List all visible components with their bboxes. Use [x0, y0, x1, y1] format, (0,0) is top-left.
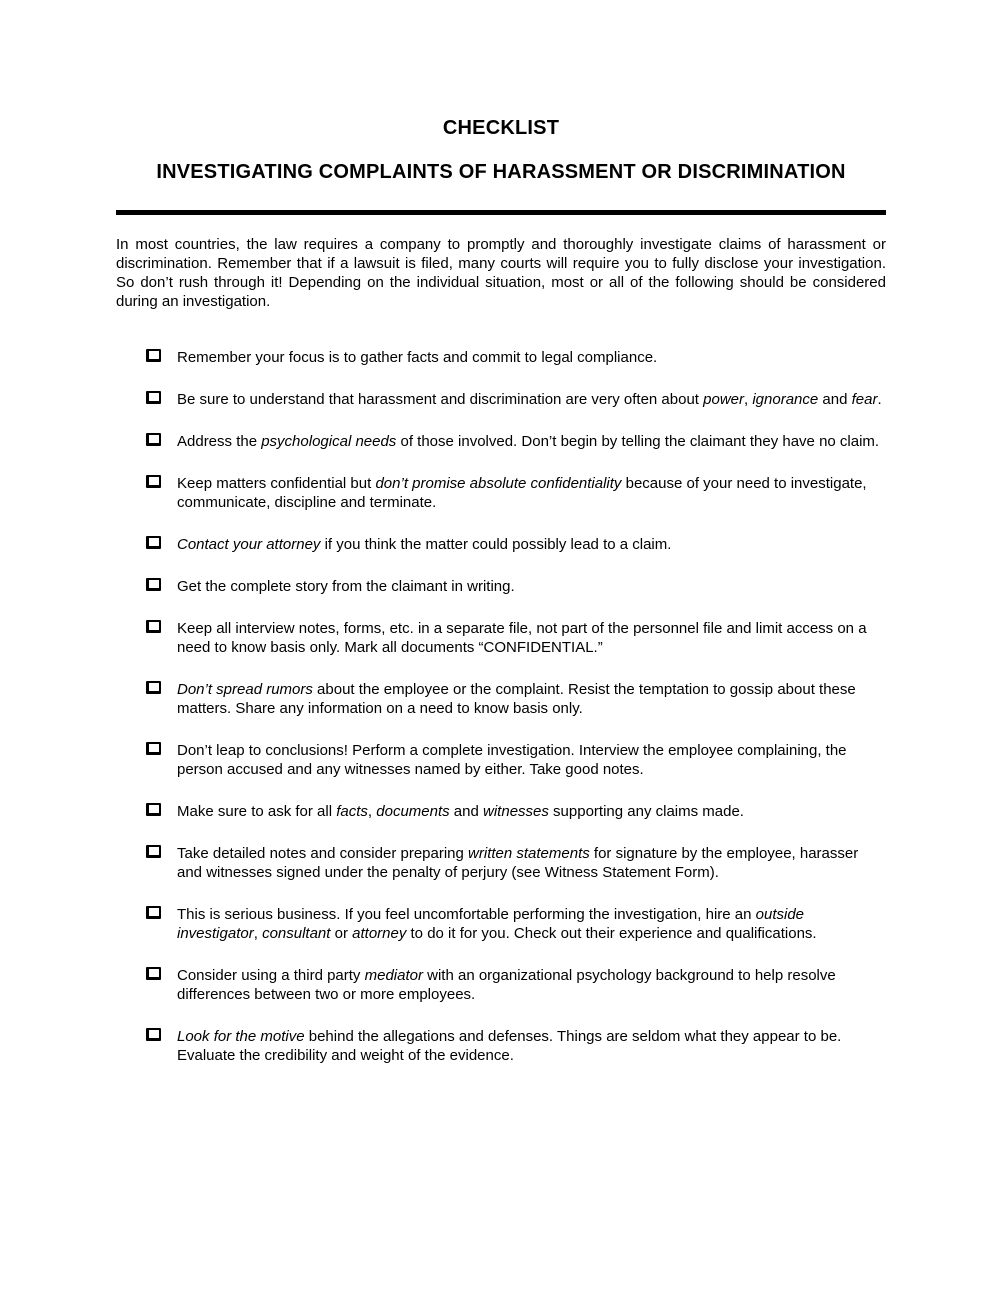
title-divider [116, 210, 886, 215]
checkbox-icon [146, 681, 161, 694]
checklist [116, 348, 886, 1065]
checklist-item-text: Consider using a third party mediator with an organizational psychology background to help resolve differences between two or more employees. [177, 967, 836, 1003]
checkbox-icon [146, 906, 161, 919]
checklist-item-text: Remember your focus is to gather facts and commit to legal compliance. [177, 349, 658, 366]
checklist-item-text: Address the psychological needs of those involved. Don’t begin by telling the claimant they have no claim. [177, 433, 880, 450]
checkbox-icon [146, 742, 161, 755]
checklist-item-text: Don’t leap to conclusions! Perform a complete investigation. Interview the employee complaining, the person accused and any witnesses named by either. Take good notes. [177, 742, 847, 778]
checklist-item-text: Take detailed notes and consider preparing written statements for signature by the employee, harasser and witnesses signed under the penalty of perjury (see Witness Statement Form). [177, 845, 859, 881]
checklist-item-text: Look for the motive behind the allegations and defenses. Things are seldom what they appear to be. Evaluate the credibility and weight of the evidence. [177, 1028, 842, 1064]
checklist-item [116, 432, 886, 451]
checklist-item [116, 966, 886, 1004]
checkbox-icon [146, 967, 161, 980]
checklist-item [116, 1027, 886, 1065]
checklist-item-text: This is serious business. If you feel uncomfortable performing the investigation, hire an outside investigator, consultant or attorney to do it for you. Check out their experience and qualifications. [177, 906, 817, 942]
checkbox-icon [146, 578, 161, 591]
checklist-item [116, 844, 886, 882]
checklist-item [116, 390, 886, 409]
checkbox-icon [146, 536, 161, 549]
checklist-item [116, 348, 886, 367]
checklist-item [116, 619, 886, 657]
checklist-item-text: Keep matters confidential but don’t promise absolute confidentiality because of your need to investigate, communicate, discipline and terminate. [177, 475, 867, 511]
checklist-item [116, 577, 886, 596]
checkbox-icon [146, 1028, 161, 1041]
checklist-item-text: Get the complete story from the claimant in writing. [177, 578, 515, 595]
checklist-item-text: Contact your attorney if you think the matter could possibly lead to a claim. [177, 536, 672, 553]
checklist-item-text: Keep all interview notes, forms, etc. in a separate file, not part of the personnel file and limit access on a need to know basis only. Mark all documents “CONFIDENTIAL.” [177, 620, 867, 656]
document-title: CHECKLIST [442, 117, 560, 139]
checkbox-icon [146, 349, 161, 362]
checkbox-icon [146, 845, 161, 858]
checkbox-icon [146, 391, 161, 404]
checkbox-icon [146, 803, 161, 816]
checklist-item [116, 680, 886, 718]
checkbox-icon [146, 620, 161, 633]
checklist-item-text: Don’t spread rumors about the employee or the complaint. Resist the temptation to gossip about these matters. Share any information on a need to know basis only. [177, 681, 856, 717]
checklist-item [116, 905, 886, 943]
checklist-item [116, 741, 886, 779]
checklist-item [116, 535, 886, 554]
checkbox-icon [146, 433, 161, 446]
checkbox-icon [146, 475, 161, 488]
checklist-item [116, 474, 886, 512]
checklist-item-text: Be sure to understand that harassment and discrimination are very often about power, ignorance and fear. [177, 391, 882, 408]
document-subtitle: INVESTIGATING COMPLAINTS OF HARASSMENT OR DISCRIMINATION [156, 161, 846, 183]
checklist-item [116, 802, 886, 821]
intro-paragraph: In most countries, the law requires a company to promptly and thoroughly investigate claims of harassment or discrimination. Remember that if a lawsuit is filed, many courts will require you to fully disclose your investigation. So don’t rush through it! Depending on the individual situation, most or all of the following should be considered during an investigation. [116, 236, 886, 310]
checklist-item-text: Make sure to ask for all facts, documents and witnesses supporting any claims made. [177, 803, 744, 820]
